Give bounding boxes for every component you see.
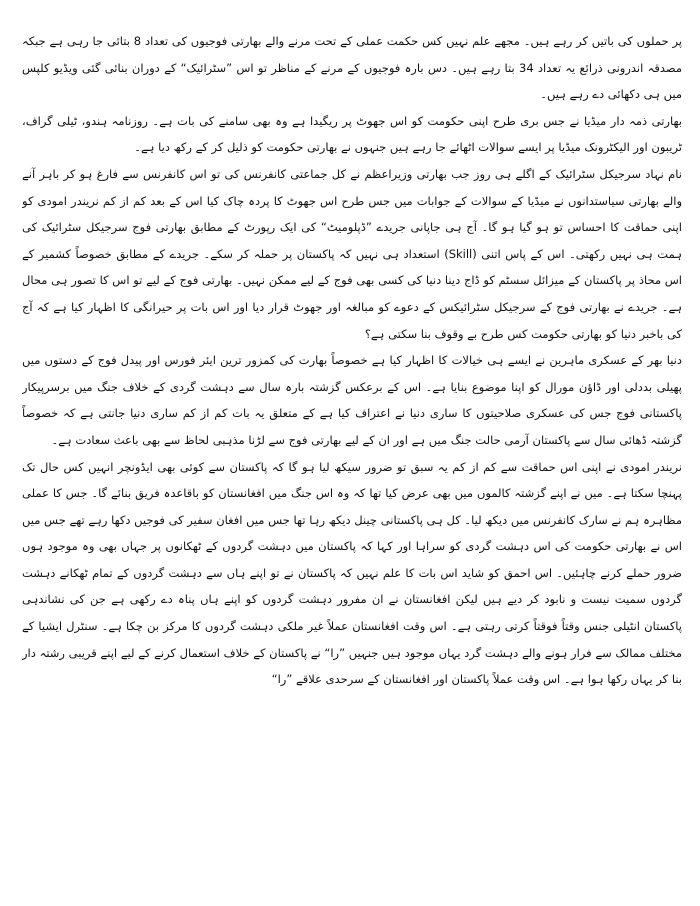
article-body xyxy=(22,28,682,898)
article-paragraph: نریندر امودی نے اپنی اس حماقت سے کم از کم یہ سبق تو ضرور سیکھ لیا ہو گا کہ پاکستان سے کوئی بھی ایڈونچر انہیں کس حال تک پہنچا سکتا ہے۔ میں نے اپنے گزشتہ کالموں میں بھی عرض کیا تھا کہ وہ اس جنگ میں افغانستان کو باقاعدہ فریق بنائے گا۔ جس کا عملی مظاہرہ ہم نے سارک کانفرنس میں دیکھ لیا۔ کل ہی پاکستانی چینل دیکھ رہا تھا جس میں افغان سفیر کی فوجیں دکھا رہے تھے جس میں اس نے بھارتی حکومت کی اس دہشت گردی کو سراہا اور کہا کہ پاکستان میں دہشت گردوں کے ٹھکانوں پر جہاں بھی وہ موجود ہوں ضرور حملے کرنے چاہئیں۔ اس احمق کو شاید اس بات کا علم نہیں کہ پاکستان نے تو اپنے ہاں سے دہشت گردوں کے تمام ٹھکانے دہشت گردوں سمیت نیست و نابود کر دیے ہیں لیکن افغانستان نے ان مفرور دہشت گردوں کو اپنے ہاں پناہ دے رکھی ہے جن کی نشاندہی پاکستان انٹیلی جنس وقتاً فوقتاً کرتی رہتی ہے۔ اس وقت افغانستان عملاً غیر ملکی دہشت گردوں کا مرکز بن چکا ہے۔ سنٹرل ایشیا کے مختلف ممالک سے فرار ہونے والے دہشت گرد یہاں موجود ہیں جنہیں ”را“ نے پاکستان کے خلاف استعمال کرنے کے لیے اپنے قریبی رشتہ دار بنا کر یہاں رکھا ہوا ہے۔ اس وقت عملاً پاکستان اور افغانستان کے سرحدی علاقے ”را“ xyxy=(22,459,682,687)
article-paragraph: بھارتی ذمہ دار میڈیا نے جس بری طرح اپنی حکومت کو اس جھوٹ پر ریگیدا ہے وہ بھی سامنے کی بات ہے۔ روزنامہ ہندو، ٹیلی گراف، ٹریبون اور الیکٹرونک میڈیا پر ایسے سوالات اٹھائے جا رہے ہیں جنہوں نے بھارتی حکومت کو ذلیل کر کے رکھ دیا ہے۔ xyxy=(22,113,682,155)
article-paragraph: پر حملوں کی باتیں کر رہے ہیں۔ مجھے علم نہیں کس حکمت عملی کے تحت مرنے والے بھارتی فوجیوں کی تعداد 8 بتائی جا رہی ہے جبکہ مصدقہ اندرونی ذرائع یہ تعداد 34 بتا رہے ہیں۔ دس بارہ فوجیوں کے مرنے کے مناظر تو اس ”سٹرائیک“ کے دوران بنائی گئی ویڈیو کلپس میں ہی دکھائی دے رہے ہیں۔ xyxy=(22,34,682,102)
article-paragraph: نام نہاد سرجیکل سٹرائیک کے اگلے ہی روز جب بھارتی وزیراعظم نے کل جماعتی کانفرنس کی تو اس کانفرنس سے فارغ ہو کر باہر آنے والے بھارتی سیاستدانوں نے میڈیا کے سوالات کے جوابات میں جس طرح اس جھوٹ کا پردہ چاک کیا اس کے بعد کم از کم نریندر امودی کو اپنی حماقت کا احساس تو ہو گیا ہو گا۔ آج ہی جاپانی جریدے ”ڈپلومیٹ“ کی ایک رپورٹ کے مطابق بھارتی فوج سرجیکل سٹرائیک کی ہمت ہی نہیں رکھتی۔ اس کے پاس اتنی (Skill) استعداد ہی نہیں کہ پاکستان پر حملہ کر سکے۔ جریدے کے مطابق خصوصاً کشمیر کے اس محاذ پر پاکستان کے میزائل سسٹم کو ڈاج دینا دنیا کی کسی بھی فوج کے لیے ممکن نہیں۔ بھارتی فوج کے لیے تو اس کا تصور ہی محال ہے۔ جریدے نے بھارتی فوج کے سرجیکل سٹرائیکس کے دعوے کو مبالغہ اور جھوٹ قرار دیا اور اس بات پر حیرانگی کا اظہار کیا ہے کہ آج کی باخبر دنیا کو بھارتی حکومت کس طرح بے وقوف بنا سکتی ہے؟ xyxy=(22,166,682,341)
article-paragraph: دنیا بھر کے عسکری ماہرین نے ایسے ہی خیالات کا اظہار کیا ہے خصوصاً بھارت کی کمزور ترین ایئر فورس اور پیدل فوج کے دستوں میں پھیلی بددلی اور ڈاؤن مورال کو اپنا موضوع بنایا ہے۔ اس کے برعکس گزشتہ بارہ سال سے دہشت گردی کے خلاف جنگ میں برسرپیکار پاکستانی فوج جس کی عسکری صلاحیتوں کا ساری دنیا نے اعتراف کیا ہے کے متعلق یہ بات کم از کم ساری دنیا جانتی ہے کہ خصوصاً گزشتہ ڈھائی سال سے پاکستان آرمی حالت جنگ میں ہے اور ان کے لیے بھارتی فوج سے لڑنا مذہبی لحاظ سے بھی باعث سعادت ہے۔ xyxy=(22,353,682,447)
